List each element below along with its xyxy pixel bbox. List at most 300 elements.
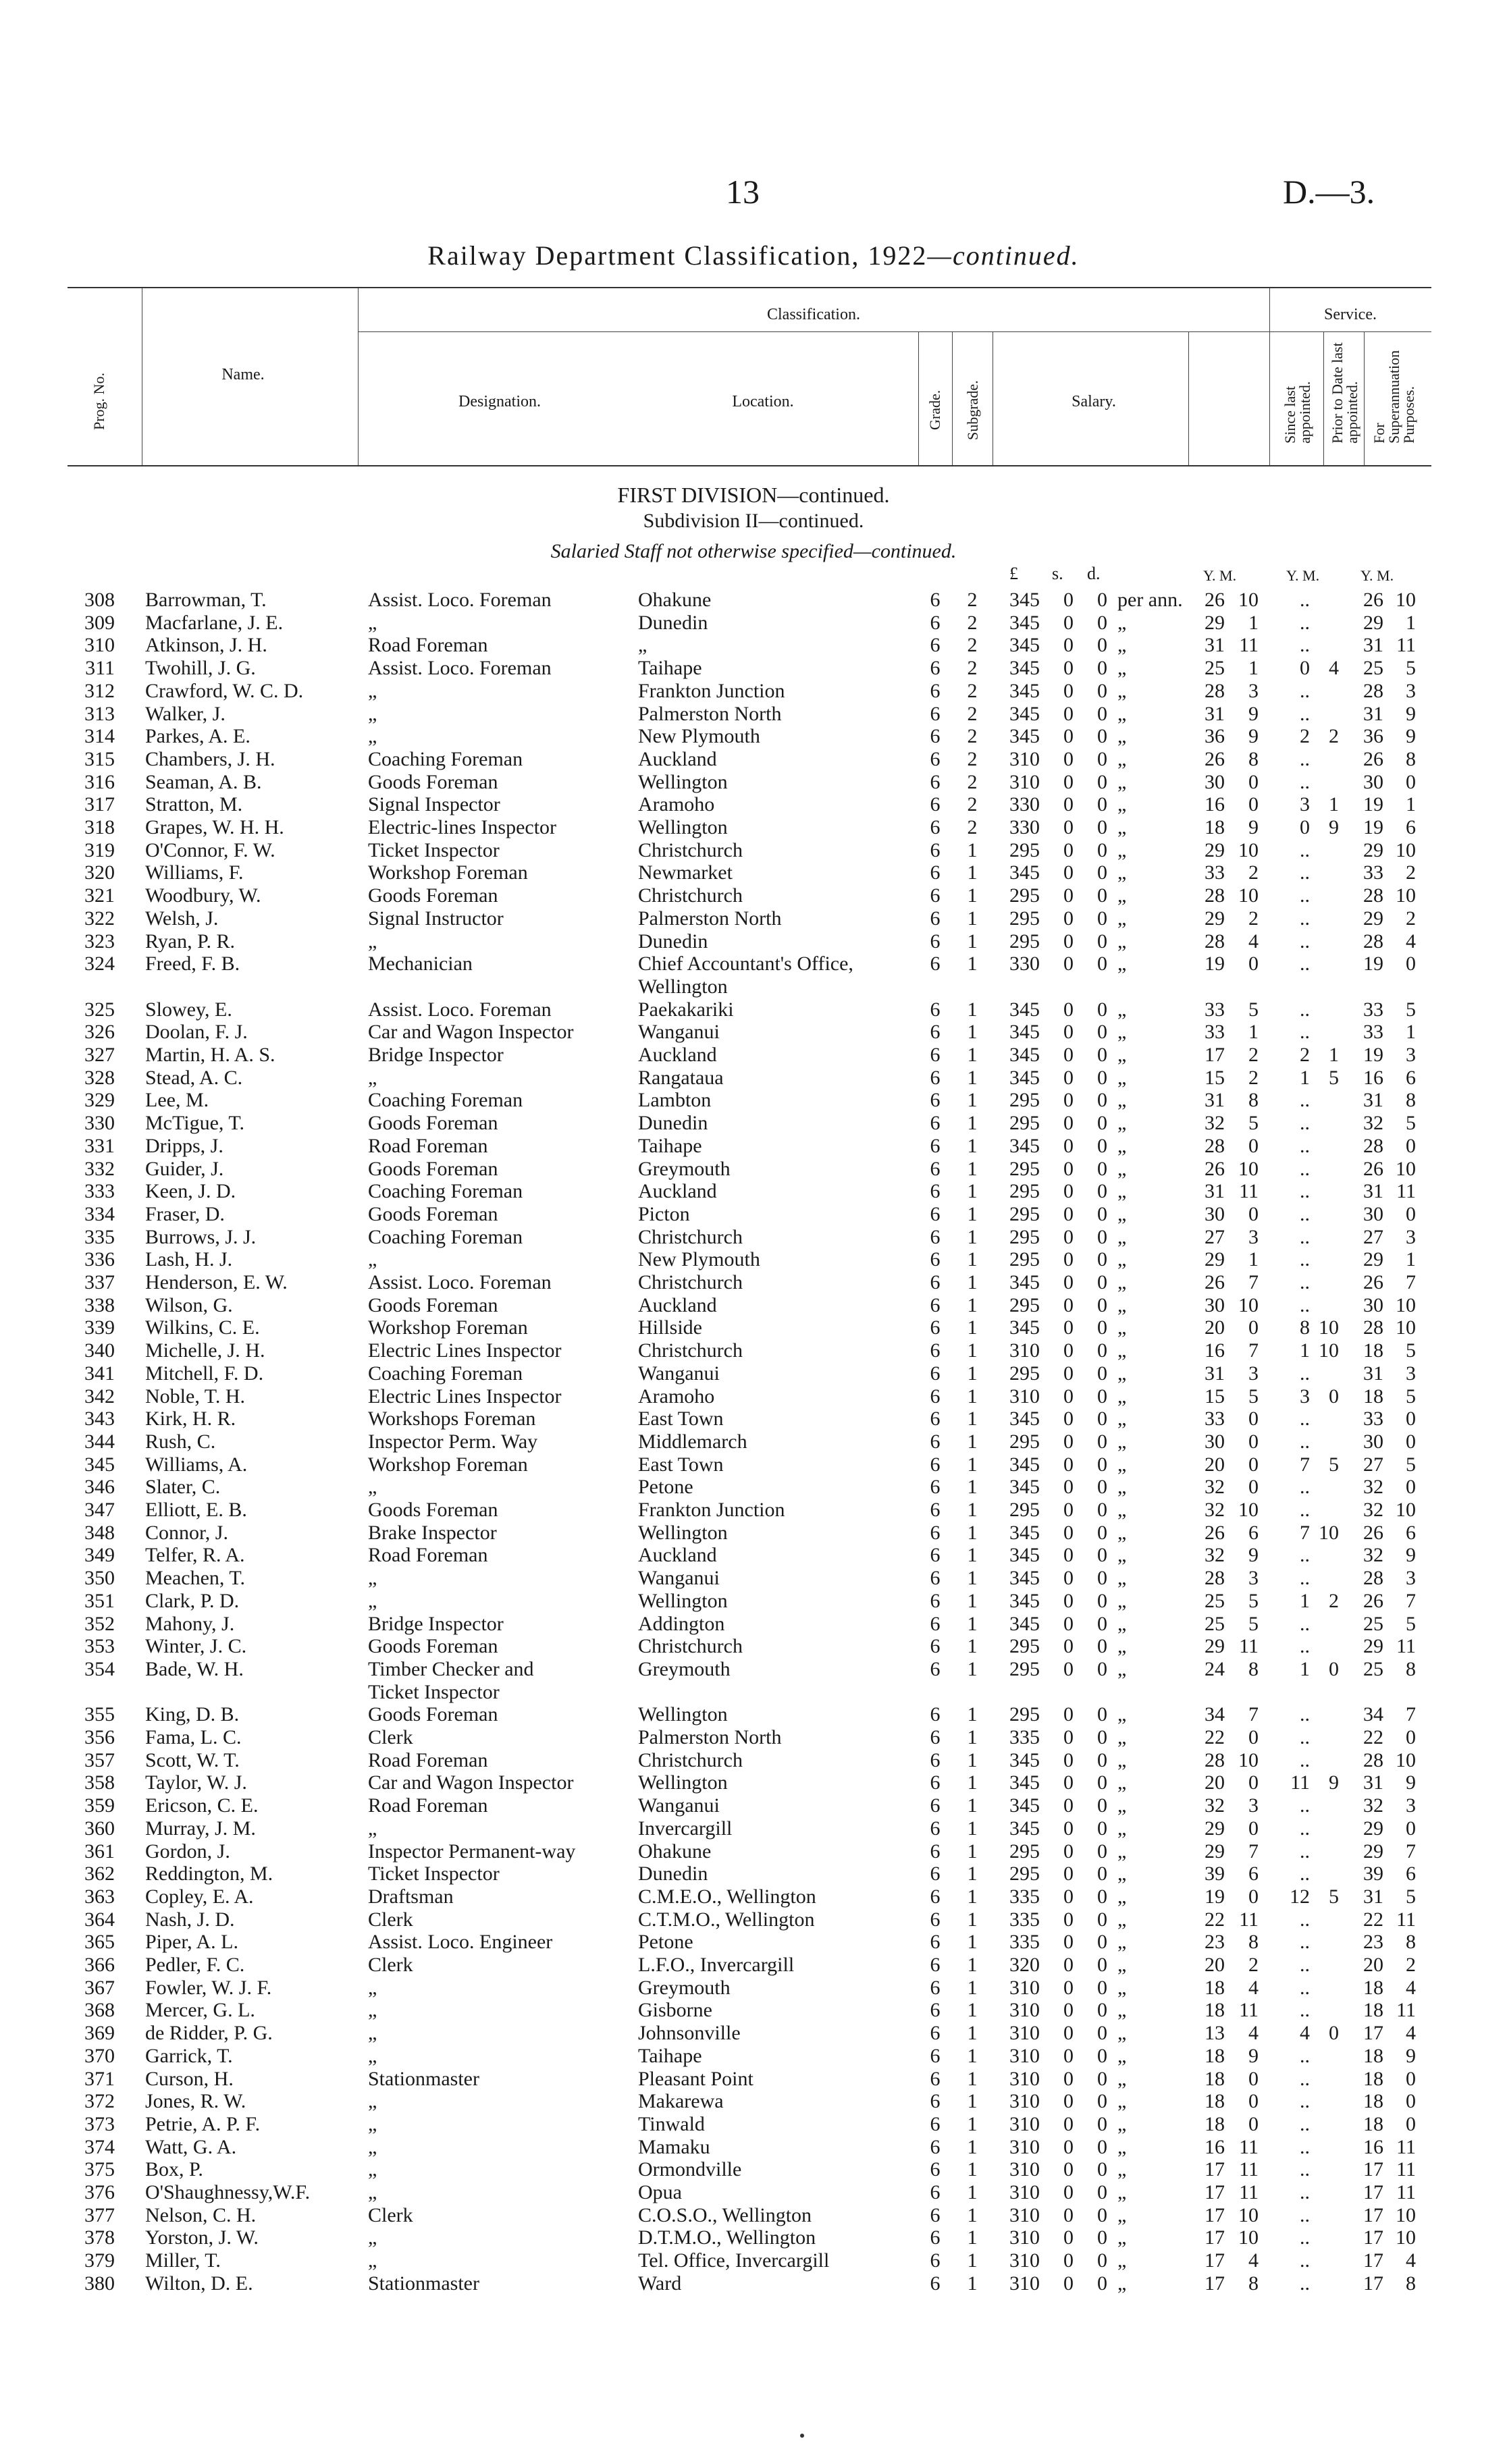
cell-prior-years: .. [1300, 884, 1310, 907]
cell-designation: „ [368, 2158, 377, 2181]
cell-designation: Inspector Permanent-way [368, 1840, 576, 1863]
cell-super-years: 17 [1363, 2158, 1383, 2181]
cell-prog-no: 352 [84, 1612, 115, 1635]
cell-super-years: 31 [1363, 1089, 1383, 1112]
cell-since-years: 31 [1205, 1180, 1225, 1203]
cell-prog-no: 375 [84, 2158, 115, 2181]
cell-prog-no: 347 [84, 1499, 115, 1521]
cell-designation: „ [368, 679, 377, 702]
cell-designation: Coaching Foreman [368, 1225, 523, 1248]
cell-super-years: 26 [1363, 1271, 1383, 1293]
cell-super-years: 26 [1363, 589, 1383, 611]
cell-salary-period: „ [1117, 1521, 1127, 1544]
cell-super-months: 10 [1396, 838, 1416, 861]
cell-since-years: 18 [1205, 2067, 1225, 2090]
cell-prior-years: .. [1300, 1293, 1310, 1316]
cell-since-years: 39 [1205, 1863, 1225, 1885]
table-row [68, 1112, 1431, 1135]
page-mark [800, 2434, 804, 2438]
cell-salary-shillings: 0 [1063, 2067, 1074, 2090]
cell-subgrade: 1 [967, 1726, 978, 1748]
cell-location: Wellington [638, 1703, 728, 1726]
cell-super-months: 8 [1406, 1657, 1416, 1680]
cell-since-months: 10 [1238, 1293, 1259, 1316]
table-row [68, 839, 1431, 862]
cell-salary-pence: 0 [1097, 1385, 1107, 1408]
cell-super-months: 3 [1406, 1044, 1416, 1066]
cell-designation: „ [368, 2249, 377, 2272]
cell-since-years: 27 [1205, 1225, 1225, 1248]
cell-super-months: 0 [1406, 1430, 1416, 1453]
cell-subgrade: 1 [967, 1863, 978, 1885]
cell-prior-years: .. [1300, 1499, 1310, 1521]
cell-designation: Assist. Loco. Foreman [368, 1271, 552, 1293]
cell-salary-period: „ [1117, 1476, 1127, 1499]
cell-salary-pence: 0 [1097, 2112, 1107, 2135]
table-row [68, 2113, 1431, 2136]
cell-since-months: 0 [1248, 1771, 1259, 1794]
cell-prog-no: 345 [84, 1453, 115, 1476]
cell-grade: 6 [930, 1567, 941, 1590]
cell-salary-shillings: 0 [1063, 816, 1074, 838]
cell-prior-years: 3 [1300, 793, 1310, 816]
cell-salary-pounds: 295 [1009, 884, 1040, 907]
cell-grade: 6 [930, 1657, 941, 1680]
cell-salary-period: „ [1117, 1499, 1127, 1521]
cell-name: Murray, J. M. [145, 1817, 256, 1840]
cell-super-months: 10 [1396, 589, 1416, 611]
cell-since-months: 2 [1248, 861, 1259, 884]
cell-prior-months: 5 [1329, 1066, 1339, 1089]
header-name: Name. [221, 366, 265, 383]
cell-salary-shillings: 0 [1063, 1476, 1074, 1499]
cell-name: Crawford, W. C. D. [145, 679, 304, 702]
cell-subgrade: 1 [967, 1748, 978, 1771]
cell-salary-period: „ [1117, 2022, 1127, 2045]
cell-prior-years: 4 [1300, 2022, 1310, 2045]
cell-grade: 6 [930, 2135, 941, 2158]
cell-prior-years: .. [1300, 1999, 1310, 2022]
cell-since-months: 2 [1248, 1954, 1259, 1976]
cell-name: Petrie, A. P. F. [145, 2112, 261, 2135]
cell-salary-pounds: 295 [1009, 1180, 1040, 1203]
table-row [68, 1362, 1431, 1385]
cell-name: Mahony, J. [145, 1612, 235, 1635]
cell-grade: 6 [930, 770, 941, 793]
cell-prior-years: .. [1300, 747, 1310, 770]
cell-salary-pounds: 320 [1009, 1954, 1040, 1976]
cell-prior-years: .. [1300, 1476, 1310, 1499]
cell-prior-years: .. [1300, 861, 1310, 884]
cell-prior-years: 2 [1300, 725, 1310, 748]
cell-super-years: 28 [1363, 930, 1383, 953]
cell-name: Nash, J. D. [145, 1908, 235, 1931]
cell-designation: Timber Checker and [368, 1657, 534, 1680]
cell-grade: 6 [930, 1134, 941, 1157]
cell-salary-shillings: 0 [1063, 2249, 1074, 2272]
cell-prior-months: 5 [1329, 1453, 1339, 1476]
cell-designation: „ [368, 930, 377, 953]
cell-prog-no: 344 [84, 1430, 115, 1453]
cell-since-years: 18 [1205, 1976, 1225, 1999]
cell-super-years: 33 [1363, 998, 1383, 1021]
cell-prog-no: 315 [84, 747, 115, 770]
cell-prior-years: .. [1300, 634, 1310, 657]
cell-salary-period: „ [1117, 1885, 1127, 1908]
cell-prog-no: 365 [84, 1931, 115, 1954]
cell-super-months: 5 [1406, 1453, 1416, 1476]
cell-salary-pence: 0 [1097, 1316, 1107, 1339]
cell-super-years: 27 [1363, 1225, 1383, 1248]
cell-grade: 6 [930, 1885, 941, 1908]
cell-grade: 6 [930, 1066, 941, 1089]
cell-location: Rangataua [638, 1066, 724, 1089]
cell-location: Opua [638, 2181, 682, 2203]
cell-salary-period: „ [1117, 953, 1127, 975]
cell-prog-no: 338 [84, 1293, 115, 1316]
table-row [68, 793, 1431, 816]
cell-salary-pence: 0 [1097, 1976, 1107, 1999]
cell-salary-pounds: 345 [1009, 1612, 1040, 1635]
cell-since-years: 33 [1205, 1408, 1225, 1430]
cell-super-months: 4 [1406, 1976, 1416, 1999]
table-row [68, 1180, 1431, 1203]
cell-since-months: 8 [1248, 1931, 1259, 1954]
table-row [68, 861, 1431, 884]
cell-super-months: 0 [1406, 1476, 1416, 1499]
cell-since-months: 0 [1248, 1817, 1259, 1840]
cell-super-months: 0 [1406, 770, 1416, 793]
cell-name: Woodbury, W. [145, 884, 261, 907]
cell-grade: 6 [930, 1362, 941, 1385]
cell-since-years: 20 [1205, 1771, 1225, 1794]
table-row [68, 1385, 1431, 1408]
cell-super-months: 4 [1406, 2249, 1416, 2272]
cell-name: Copley, E. A. [145, 1885, 254, 1908]
cell-location: Chief Accountant's Office, [638, 953, 853, 975]
cell-salary-shillings: 0 [1063, 747, 1074, 770]
cell-grade: 6 [930, 1225, 941, 1248]
cell-grade: 6 [930, 930, 941, 953]
cell-location: Hillside [638, 1316, 702, 1339]
cell-subgrade: 2 [967, 679, 978, 702]
cell-salary-period: „ [1117, 838, 1127, 861]
cell-salary-pounds: 345 [1009, 1771, 1040, 1794]
cell-salary-pence: 0 [1097, 2022, 1107, 2045]
table-row [68, 1316, 1431, 1339]
cell-location: Aramoho [638, 1385, 715, 1408]
cell-grade: 6 [930, 1385, 941, 1408]
cell-salary-pounds: 310 [1009, 2112, 1040, 2135]
cell-prior-years: .. [1300, 770, 1310, 793]
cell-super-months: 6 [1406, 1066, 1416, 1089]
cell-prog-no: 370 [84, 2044, 115, 2067]
cell-super-months: 9 [1406, 725, 1416, 748]
cell-location: Frankton Junction [638, 1499, 785, 1521]
cell-salary-period: „ [1117, 1908, 1127, 1931]
cell-prior-years: .. [1300, 1134, 1310, 1157]
table-row [68, 1999, 1431, 2022]
cell-salary-shillings: 0 [1063, 953, 1074, 975]
cell-salary-shillings: 0 [1063, 1362, 1074, 1385]
cell-salary-pence: 0 [1097, 861, 1107, 884]
cell-super-months: 11 [1396, 1635, 1416, 1658]
cell-since-years: 29 [1205, 907, 1225, 930]
cell-since-years: 25 [1205, 1589, 1225, 1612]
cell-salary-shillings: 0 [1063, 998, 1074, 1021]
cell-super-months: 5 [1406, 1339, 1416, 1362]
cell-super-months: 8 [1406, 747, 1416, 770]
table-row [68, 930, 1431, 953]
table-row [68, 771, 1431, 794]
cell-prog-no: 309 [84, 611, 115, 634]
cell-grade: 6 [930, 679, 941, 702]
cell-prior-years: .. [1300, 1157, 1310, 1180]
table-row [68, 2226, 1431, 2249]
cell-salary-period: „ [1117, 884, 1127, 907]
cell-prog-no: 342 [84, 1385, 115, 1408]
cell-since-years: 16 [1205, 1339, 1225, 1362]
table-row [68, 2158, 1431, 2181]
cell-grade: 6 [930, 1157, 941, 1180]
cell-super-years: 28 [1363, 1316, 1383, 1339]
cell-grade: 6 [930, 838, 941, 861]
page-title [0, 240, 1507, 271]
cell-salary-shillings: 0 [1063, 2158, 1074, 2181]
cell-since-months: 8 [1248, 1089, 1259, 1112]
cell-location: Dunedin [638, 1863, 708, 1885]
cell-super-months: 8 [1406, 1089, 1416, 1112]
cell-grade: 6 [930, 1293, 941, 1316]
cell-prog-no: 316 [84, 770, 115, 793]
cell-super-months: 7 [1406, 1703, 1416, 1726]
cell-super-years: 36 [1363, 725, 1383, 748]
cell-subgrade: 1 [967, 1408, 978, 1430]
cell-name: Piper, A. L. [145, 1931, 238, 1954]
cell-since-years: 28 [1205, 1748, 1225, 1771]
page-header [0, 172, 1507, 213]
cell-prog-no: 369 [84, 2022, 115, 2045]
cell-salary-shillings: 0 [1063, 1635, 1074, 1658]
cell-super-months: 0 [1406, 1408, 1416, 1430]
cell-name: Fraser, D. [145, 1202, 225, 1225]
cell-salary-shillings: 0 [1063, 2135, 1074, 2158]
cell-super-years: 29 [1363, 1840, 1383, 1863]
cell-designation: „ [368, 1476, 377, 1499]
table-row [68, 1567, 1431, 1590]
table-row [68, 1271, 1431, 1294]
cell-prog-no: 317 [84, 793, 115, 816]
table-row [68, 1863, 1431, 1885]
cell-prior-months: 4 [1329, 657, 1339, 680]
cell-super-years: 19 [1363, 953, 1383, 975]
cell-subgrade: 1 [967, 2022, 978, 2045]
cell-since-years: 29 [1205, 611, 1225, 634]
cell-name: Barrowman, T. [145, 589, 267, 611]
cell-grade: 6 [930, 1931, 941, 1954]
header-prog-no: Prog. No. [90, 373, 107, 430]
cell-since-years: 30 [1205, 1430, 1225, 1453]
table-row [68, 1954, 1431, 1977]
cell-location: Dunedin [638, 930, 708, 953]
cell-salary-pounds: 295 [1009, 1248, 1040, 1271]
cell-salary-shillings: 0 [1063, 1271, 1074, 1293]
cell-subgrade: 1 [967, 1885, 978, 1908]
cell-since-years: 16 [1205, 793, 1225, 816]
cell-location: Ward [638, 2272, 682, 2295]
cell-location: Wellington [638, 1771, 728, 1794]
cell-designation: Car and Wagon Inspector [368, 1771, 574, 1794]
cell-prior-years: 1 [1300, 1066, 1310, 1089]
cell-since-years: 31 [1205, 634, 1225, 657]
cell-super-years: 31 [1363, 634, 1383, 657]
cell-salary-pence: 0 [1097, 1499, 1107, 1521]
cell-name: Slowey, E. [145, 998, 232, 1021]
cell-location: D.T.M.O., Wellington [638, 2226, 816, 2249]
cell-salary-period: „ [1117, 611, 1127, 634]
cell-since-years: 17 [1205, 2158, 1225, 2181]
title-continued: —continued. [927, 240, 1080, 271]
cell-prior-years: .. [1300, 1748, 1310, 1771]
cell-since-months: 3 [1248, 679, 1259, 702]
cell-grade: 6 [930, 1476, 941, 1499]
cell-designation: „ [368, 1066, 377, 1089]
cell-salary-shillings: 0 [1063, 634, 1074, 657]
table-row [68, 1453, 1431, 1476]
cell-prior-years: 3 [1300, 1385, 1310, 1408]
cell-salary-period: „ [1117, 770, 1127, 793]
cell-prog-no: 331 [84, 1134, 115, 1157]
cell-salary-pence: 0 [1097, 998, 1107, 1021]
cell-salary-period: „ [1117, 793, 1127, 816]
cell-salary-pence: 0 [1097, 1476, 1107, 1499]
cell-prior-years: .. [1300, 1567, 1310, 1590]
cell-salary-pence: 0 [1097, 1885, 1107, 1908]
cell-prior-years: .. [1300, 1248, 1310, 1271]
cell-super-months: 11 [1396, 1908, 1416, 1931]
cell-salary-period: „ [1117, 1863, 1127, 1885]
cell-since-years: 18 [1205, 1999, 1225, 2022]
cell-salary-pounds: 310 [1009, 2022, 1040, 2045]
cell-salary-shillings: 0 [1063, 1976, 1074, 1999]
cell-super-years: 18 [1363, 1999, 1383, 2022]
cell-super-months: 5 [1406, 1112, 1416, 1135]
cell-super-months: 7 [1406, 1271, 1416, 1293]
cell-since-months: 10 [1238, 1499, 1259, 1521]
cell-super-years: 19 [1363, 816, 1383, 838]
cell-designation: Bridge Inspector [368, 1612, 504, 1635]
cell-location: Taihape [638, 657, 702, 680]
table-row [68, 1794, 1431, 1817]
title-text: Railway Department Classification, 1922 [427, 240, 928, 271]
cell-prior-years: .. [1300, 1840, 1310, 1863]
cell-salary-pence: 0 [1097, 1794, 1107, 1817]
cell-salary-shillings: 0 [1063, 702, 1074, 725]
cell-since-months: 10 [1238, 2226, 1259, 2249]
cell-prior-years: 11 [1290, 1771, 1310, 1794]
cell-subgrade: 1 [967, 1976, 978, 1999]
cell-salary-period: „ [1117, 1430, 1127, 1453]
cell-super-months: 8 [1406, 2272, 1416, 2295]
cell-salary-pounds: 310 [1009, 2226, 1040, 2249]
cell-super-months: 0 [1406, 1202, 1416, 1225]
cell-location: Taihape [638, 1134, 702, 1157]
cell-salary-pounds: 295 [1009, 1703, 1040, 1726]
cell-salary-shillings: 0 [1063, 1703, 1074, 1726]
cell-salary-period: „ [1117, 1635, 1127, 1658]
cell-prog-no: 349 [84, 1544, 115, 1567]
table-row [68, 612, 1431, 635]
cell-super-years: 16 [1363, 2135, 1383, 2158]
cell-prog-no: 324 [84, 953, 115, 975]
cell-salary-pounds: 345 [1009, 1544, 1040, 1567]
cell-location: „ [638, 634, 647, 657]
cell-designation: Clerk [368, 1726, 413, 1748]
cell-prog-no: 354 [84, 1657, 115, 1680]
cell-prog-no: 378 [84, 2226, 115, 2249]
cell-location: Auckland [638, 1180, 717, 1203]
cell-salary-period: „ [1117, 2203, 1127, 2226]
cell-grade: 6 [930, 793, 941, 816]
cell-salary-shillings: 0 [1063, 1567, 1074, 1590]
cell-since-months: 3 [1248, 1362, 1259, 1385]
cell-salary-shillings: 0 [1063, 679, 1074, 702]
cell-subgrade: 1 [967, 1954, 978, 1976]
cell-salary-shillings: 0 [1063, 1453, 1074, 1476]
cell-designation: „ [368, 1589, 377, 1612]
cell-location: Christchurch [638, 884, 743, 907]
cell-salary-shillings: 0 [1063, 611, 1074, 634]
cell-since-years: 23 [1205, 1931, 1225, 1954]
cell-salary-pence: 0 [1097, 1908, 1107, 1931]
cell-salary-pounds: 295 [1009, 1362, 1040, 1385]
cell-since-years: 32 [1205, 1794, 1225, 1817]
cell-prog-no: 371 [84, 2067, 115, 2090]
cell-since-years: 28 [1205, 1567, 1225, 1590]
cell-name: Nelson, C. H. [145, 2203, 257, 2226]
cell-super-months: 10 [1396, 1748, 1416, 1771]
table-row [68, 1408, 1431, 1430]
cell-super-years: 16 [1363, 1066, 1383, 1089]
cell-salary-period: „ [1117, 1157, 1127, 1180]
cell-since-months: 10 [1238, 2203, 1259, 2226]
cell-super-years: 18 [1363, 2112, 1383, 2135]
header-classification: Classification. [767, 306, 860, 323]
cell-designation: Stationmaster [368, 2067, 479, 2090]
cell-location: Dunedin [638, 611, 708, 634]
cell-grade: 6 [930, 589, 941, 611]
cell-prior-years: .. [1300, 1726, 1310, 1748]
table-row [68, 2022, 1431, 2045]
cell-salary-pounds: 295 [1009, 1293, 1040, 1316]
cell-super-years: 17 [1363, 2249, 1383, 2272]
cell-name: Lash, H. J. [145, 1248, 233, 1271]
cell-salary-pounds: 295 [1009, 1225, 1040, 1248]
cell-salary-period: „ [1117, 2249, 1127, 2272]
cell-super-years: 23 [1363, 1931, 1383, 1954]
cell-subgrade: 1 [967, 1567, 978, 1590]
cell-salary-period: „ [1117, 1021, 1127, 1044]
cell-super-years: 29 [1363, 611, 1383, 634]
cell-name: Box, P. [145, 2158, 203, 2181]
cell-since-months: 3 [1248, 1225, 1259, 1248]
cell-prog-no: 357 [84, 1748, 115, 1771]
header-service: Service. [1324, 306, 1377, 323]
cell-since-years: 34 [1205, 1703, 1225, 1726]
cell-salary-period: „ [1117, 2158, 1127, 2181]
cell-salary-period: „ [1117, 861, 1127, 884]
cell-salary-period: „ [1117, 1794, 1127, 1817]
